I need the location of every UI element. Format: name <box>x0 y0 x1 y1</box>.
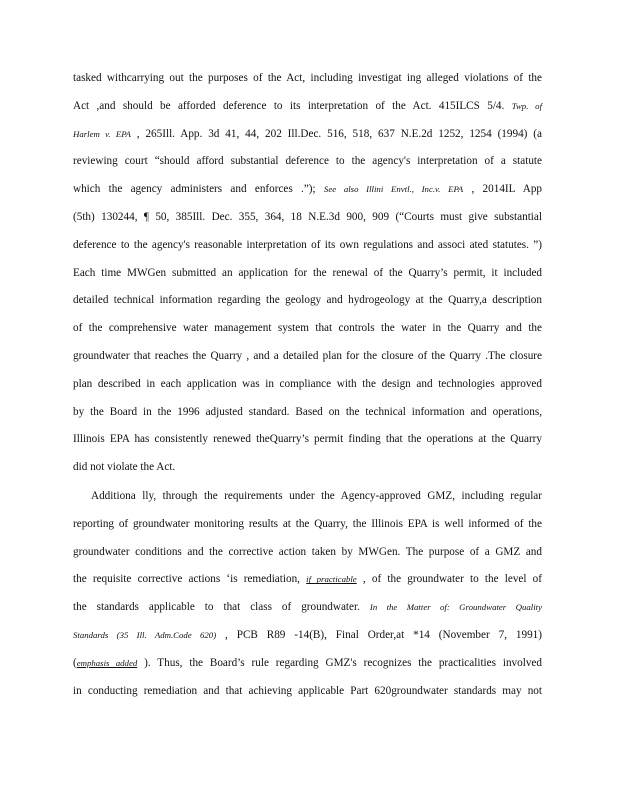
text-line: did not violate the Act. <box>73 461 176 474</box>
text-line: groundwater that reaches the Quarry , and a detailed plan for the closure of the Quarry .The closure <box>73 349 542 362</box>
text-line: Illinois EPA has consistently renewed theQuarry’s permit finding that the operations at the Quarry <box>73 433 542 446</box>
underlined-phrase: if practicable <box>306 574 357 585</box>
text-line: (emphasis added ). Thus, the Board’s rule regarding GMZ's recognizes the practicalities involved <box>73 656 542 669</box>
text-line: by the Board in the 1996 adjusted standard. Based on the technical information and operations, <box>73 405 542 418</box>
case-citation: Standards <box>73 629 109 640</box>
text-line: tasked withcarrying out the purposes of the Act, including investigat ing alleged violations of the <box>73 72 542 84</box>
case-citation: In the Matter of: Groundwater Quality <box>369 602 542 613</box>
text-line: which the agency administers and enforces .”); See also Illini Envtl., Inc.v. EPA , 2014IL App <box>73 183 543 196</box>
text-line: (5th) 130244, ¶ 50, 385Ill. Dec. 355, 364, 18 N.E.3d 900, 909 (“Courts must give substantial <box>73 210 542 223</box>
case-citation: Harlem v. EPA <box>73 128 131 139</box>
text-line: detailed technical information regarding the geology and hydrogeology at the Quarry,a description <box>73 294 542 307</box>
paragraph-1 <box>73 65 542 482</box>
text-line: in conducting remediation and that achieving applicable Part 620groundwater standards may not <box>73 684 542 697</box>
text-line: Additiona lly, through the requirements under the Agency-approved GMZ, including regular <box>91 490 542 502</box>
text-line: the requisite corrective actions ‘is remediation, if practicable , of the groundwater to the level of <box>73 573 542 586</box>
text-line: deference to the agency's reasonable interpretation of its own regulations and associ ated statutes. ”) <box>73 238 542 251</box>
underlined-phrase: emphasis added <box>76 657 138 668</box>
text-line: Standards (35 Ill. Adm.Code 620) , PCB R89 -14(B), Final Order,at *14 (November 7, 1991) <box>73 628 542 641</box>
text-line: Each time MWGen submitted an application for the renewal of the Quarry’s permit, it included <box>73 266 542 279</box>
text-line: reviewing court “should afford substantial deference to the agency's interpretation of a statute <box>73 155 542 168</box>
text-line: plan described in each application was in compliance with the design and technologies approved <box>73 377 542 390</box>
text-line: of the comprehensive water management system that controls the water in the Quarry and the <box>73 322 542 335</box>
text-line: reporting of groundwater monitoring results at the Quarry, the Illinois EPA is well informed of the <box>73 517 542 530</box>
text-line: groundwater conditions and the corrective action taken by MWGen. The purpose of a GMZ and <box>73 545 542 558</box>
case-citation: Twp. of <box>511 100 543 111</box>
case-citation: See also Illini Envtl., Inc.v. EPA <box>323 184 464 195</box>
text-line: the standards applicable to that class of groundwater. In the Matter of: Groundwater Quality <box>73 601 542 614</box>
case-citation: (35 Ill. Adm.Code 620) <box>108 629 217 640</box>
paragraph-2 <box>73 483 542 705</box>
text-line: Harlem v. EPA , 265Ill. App. 3d 41, 44, 202 Ill.Dec. 516, 518, 637 N.E.2d 1252, 1254 (1994) (a <box>73 127 542 140</box>
text-line: Act ,and should be afforded deference to its interpretation of the Act. 415ILCS 5/4. Twp. of <box>73 99 543 112</box>
